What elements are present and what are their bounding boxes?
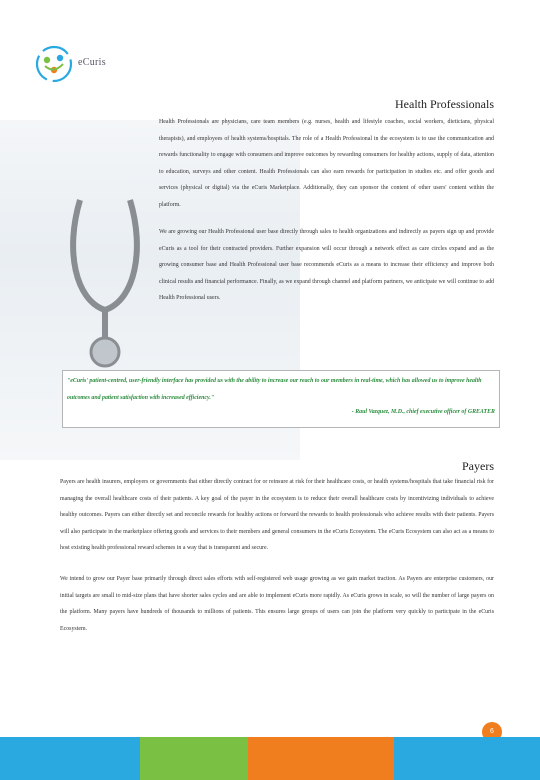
logo-text: eCuris [78, 57, 106, 68]
health-professionals-paragraph-1: Health Professionals are physicians, care team members (e.g. nurses, health and lifestyle coaches, social workers, dieticians, physical therapists), and employees of health systems/hospitals. The role of a Health Professional in the ecosystem is to use the communication and rewards functionality to engage with consumers and improve outcomes by rewarding consumers for healthy actions, supply of data, attention to education, surveys and other content. Health Professionals can also earn rewards for participation in studies etc. and offer goods and services (physical or digital) via the eCuris Marketplace. Additionally, they can sponsor the content of other users' content within the platform. [159, 119, 494, 208]
testimonial-quote: "eCuris' patient-centred, user-friendly interface has provided us with the ability to increase our reach to our members in real-time, which has allowed us to improve health outcomes and patient satisfaction with increased efficiency." [67, 378, 482, 401]
health-professionals-paragraph-2: We are growing our Health Professional user base directly through sales to health organizations and indirectly as payers sign up and provide eCuris as a tool for their contracted providers. Further expansion will occur through a network effect as care circles expand and as the growing consumer base and Health Professional user base recommends eCuris as a means to increase their efficiency and improve both clinical results and financial performance. Finally, as we expand through channel and platform partners, we anticipate we will continue to add Health Professional users. [159, 229, 494, 301]
health-professionals-title: Health Professionals [395, 97, 494, 111]
payers-paragraph-1: Payers are health insurers, employers or governments that either directly contract for or reinsure at risk for their healthcare costs, or health systems/hospitals that take financial risk for managing the overall healthcare costs of their patients. A key goal of the payer in the ecosystem is to reduce their overall healthcare costs by incentivizing individuals to achieve healthy outcomes. Payers can either directly set and reconcile rewards for healthy actions or forward the rewards to health professionals who achieve results with their patients. Payers will also participate in the marketplace offering goods and services to their members and general consumers in the eCuris Ecosystem. The eCuris Ecosystem can also act as a means to host existing health professional reward schemes in a way that is transparent and secure. [60, 479, 494, 551]
footer-bar-blue-segment-right [394, 737, 540, 780]
payers-title: Payers [462, 459, 494, 473]
footer-bar-green-segment [140, 737, 248, 780]
footer-bar-orange-segment [248, 737, 394, 780]
testimonial-attribution: - Raul Vazquez, M.D., chief executive officer of GREATER [351, 409, 495, 415]
stethoscope-icon [60, 190, 150, 370]
footer-bar-blue-segment [0, 737, 140, 780]
page-number: 6 [482, 722, 502, 742]
payers-paragraph-2: We intend to grow our Payer base primarily through direct sales efforts with self-registered web usage growing as we gain market traction. As Payers are enterprise customers, our initial targets are small to mid-size plans that have shorter sales cycles and are able to implement eCuris more rapidly. As eCuris grows in scale, so will the number of large payers on the platform. Many payers have hundreds of thousands to millions of patients. This ensures large groups of users can join the platform very quickly to participate in the eCuris Ecosystem. [60, 576, 494, 632]
footer-color-bar [0, 737, 540, 780]
ecuris-logo [34, 44, 74, 84]
testimonial-quote-box [62, 370, 500, 428]
